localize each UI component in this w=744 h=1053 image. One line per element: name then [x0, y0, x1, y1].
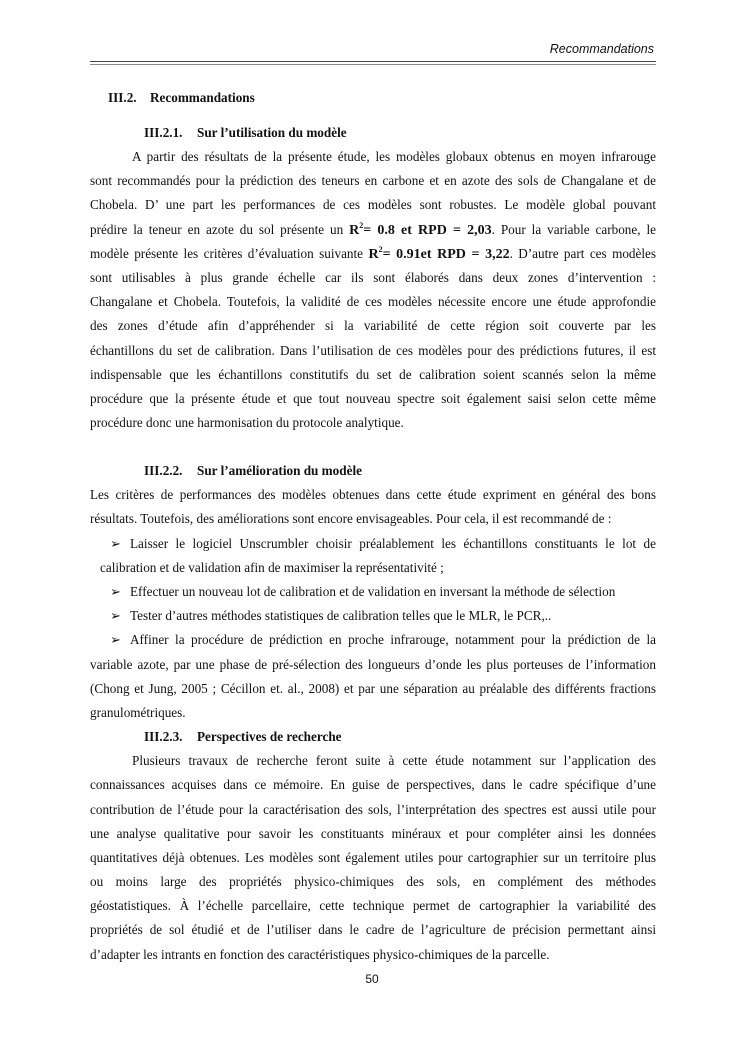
bullet-continuation: granulométriques.: [90, 704, 186, 720]
paragraph-line: procédure donc une harmonisation du protocole analytique.: [90, 415, 404, 431]
bullet-continuation: (Chong et Jung, 2005 ; Cécillon et. al., 2008) et par une séparation au préalable des différents fractions: [90, 680, 656, 696]
paragraph-line: contribution de l’étude pour la caractérisation des sols, l’interprétation des spectres est aussi utile pour: [90, 801, 656, 817]
section-number: III.2.: [108, 90, 137, 105]
subsection-title: Perspectives de recherche: [197, 729, 342, 745]
paragraph-line: propriétés de sol étudié et de l’utiliser dans le cadre de l’agriculture de précision permettant ainsi: [90, 922, 656, 938]
paragraph-line: d’adapter les intrants en fonction des caractéristiques physico-chimiques de la parcelle.: [90, 946, 550, 962]
paragraph-line: Chobela. D’ une part les performances de ces modèles sont robustes. Le modèle global pouvant: [90, 197, 656, 213]
paragraph-line: sont recommandés pour la prédiction des teneurs en carbone et en azote des sols de Changalane et de: [90, 173, 656, 189]
section-heading: [90, 86, 656, 110]
metric-exponent: 2: [378, 244, 383, 254]
bullet-item: [90, 532, 656, 556]
bullet-item: [90, 580, 656, 604]
paragraph-line: Changalane et Chobela. Toutefois, la validité de ces modèles nécessite encore une étude approfondie: [90, 294, 656, 310]
paragraph-line: Plusieurs travaux de recherche feront suite à cette étude notamment sur l’application des: [132, 753, 656, 769]
bullet-text: Tester d’autres méthodes statistiques de calibration telles que le MLR, le PCR,..: [130, 608, 552, 624]
line-text: . D’autre part ces modèles: [509, 245, 656, 261]
metric-r2: [368, 244, 510, 262]
bullet-arrow-icon: ➢: [110, 632, 122, 648]
paragraph-line: une analyse qualitative pour savoir les constituants minéraux et pour compléter ainsi les données: [90, 825, 656, 841]
paragraph-line: indispensable que les échantillons constitutifs du set de calibration soient scannés selon la même: [90, 366, 656, 382]
bullet-continuation: variable azote, par une phase de pré-sélection des longueurs d’onde les plus porteuses de l’information: [90, 656, 656, 672]
bullet-continuation: calibration et de validation afin de maximiser la représentativité ;: [100, 559, 444, 575]
bullet-arrow-icon: ➢: [110, 608, 122, 624]
bullet-arrow-icon: ➢: [110, 535, 122, 551]
page-body: [90, 86, 656, 967]
metric-symbol: R: [349, 222, 360, 238]
subsection-number: III.2.1.: [144, 125, 183, 140]
subsection-heading: [90, 725, 656, 749]
paragraph-line: [90, 218, 656, 242]
paragraph-line: sont utilisables à plus grande échelle car ils sont élaborés dans deux zones d’intervention :: [90, 269, 656, 285]
line-text: modèle présente les critères d’évaluation suivante: [90, 245, 364, 261]
metric-value: = 0.91et RPD = 3,22: [382, 246, 510, 262]
section-title: Recommandations: [150, 90, 255, 105]
metric-exponent: 2: [359, 220, 364, 230]
subsection-number: III.2.2.: [144, 463, 183, 479]
paragraph-line: A partir des résultats de la présente étude, les modèles globaux obtenus en moyen infrarouge: [132, 149, 656, 164]
bullet-text: Effectuer un nouveau lot de calibration et de validation en inversant la méthode de sélection: [130, 584, 616, 599]
bullet-item: [90, 604, 656, 628]
bullet-text: Laisser le logiciel Unscrumbler choisir préalablement les échantillons constituants le lot de: [130, 535, 656, 551]
metric-symbol: R: [368, 246, 379, 262]
subsection-title: Sur l’utilisation du modèle: [197, 125, 347, 140]
paragraph-line: des zones d’étude afin d’appréhender si la variabilité de cette région soit couverte par les: [90, 318, 656, 334]
subsection-heading: [90, 459, 656, 483]
running-header: Recommandations: [549, 42, 654, 56]
bullet-arrow-icon: ➢: [110, 584, 122, 599]
paragraph-line: ou moins large des propriétés physico-chimiques des sols, en complément des méthodes: [90, 874, 656, 890]
bullet-text: Affiner la procédure de prédiction en proche infrarouge, notamment pour la prédiction de la: [130, 632, 656, 648]
paragraph-line: connaissances acquises dans ce mémoire. En guise de perspectives, dans le cadre spécifique d’une: [90, 777, 656, 793]
paragraph-line: quantitatives déjà obtenues. Les modèles sont également utiles pour cartographier sur un territoire plus: [90, 849, 656, 865]
spacer: [90, 435, 656, 459]
bullet-item: [90, 628, 656, 652]
paragraph-line: géostatistiques. À l’échelle parcellaire, cette technique permet de cartographier la variabilité des: [90, 898, 656, 914]
line-text: prédire la teneur en azote du sol présente un: [90, 221, 344, 237]
line-text: . Pour la variable carbone, le: [491, 221, 656, 237]
subsection-number: III.2.3.: [144, 729, 183, 745]
subsection-heading: [90, 121, 656, 145]
paragraph-line: échantillons du set de calibration. Dans l’utilisation de ces modèles pour des prédictions futures, il est: [90, 342, 656, 358]
subsection-title: Sur l’amélioration du modèle: [197, 463, 362, 479]
paragraph-line: procédure que la présente étude et que tout nouveau spectre soit également saisi selon cette même: [90, 390, 656, 406]
header-rule: [90, 61, 656, 62]
paragraph-line: résultats. Toutefois, des améliorations sont encore envisageables. Pour cela, il est recommandé de :: [90, 511, 612, 527]
paragraph-line: [90, 242, 656, 266]
metric-value: = 0.8 et RPD = 2,03: [363, 222, 492, 238]
metric-r2: [349, 220, 492, 238]
header-rule-secondary: [90, 64, 656, 65]
paragraph-line: Les critères de performances des modèles obtenues dans cette étude expriment en général des bons: [90, 487, 656, 503]
page-number: 50: [365, 972, 379, 986]
